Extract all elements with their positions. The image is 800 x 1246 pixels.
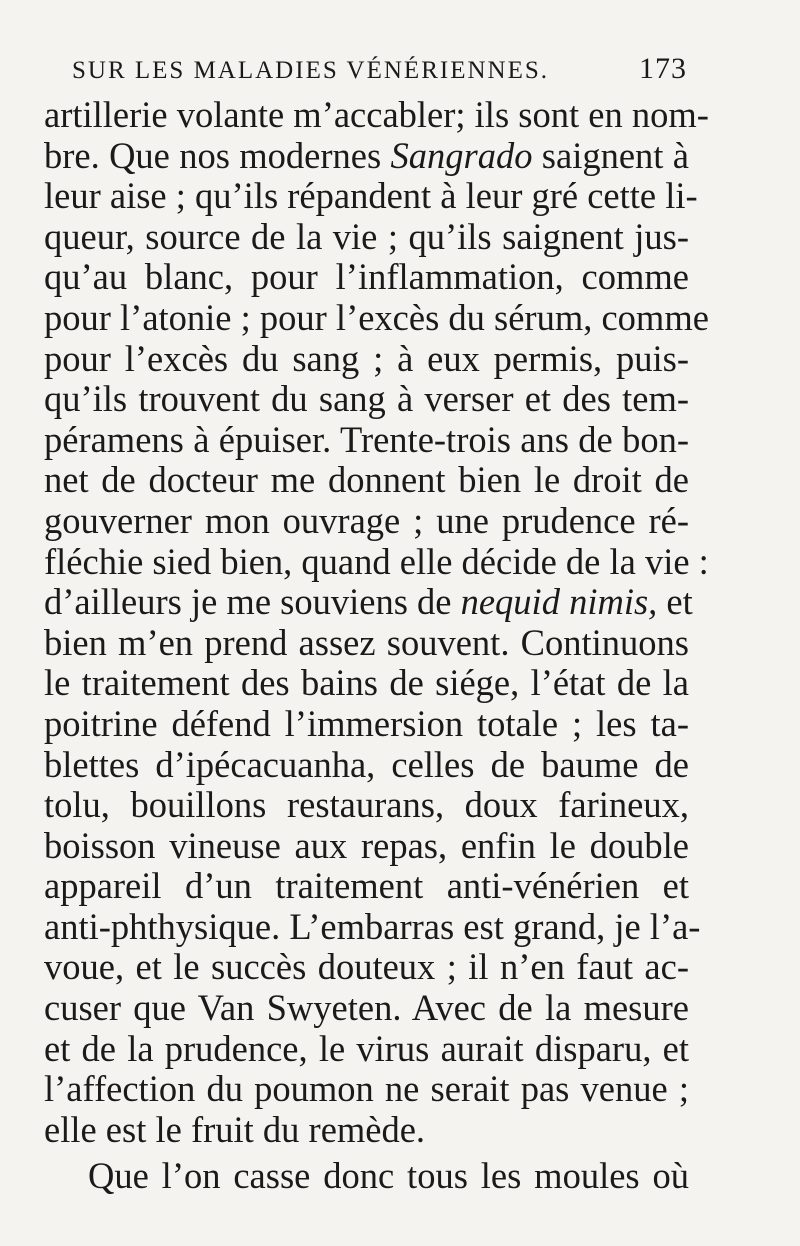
text-line: l’affection du poumon ne serait pas venue ; [44, 1068, 689, 1110]
text-line: cuser que Van Swyeten. Avec de la mesure [44, 987, 689, 1029]
text-line: pour l’excès du sang ; à eux permis, puis- [44, 337, 689, 379]
text-line: Que l’on casse donc tous les moules où [88, 1155, 689, 1197]
body-text [44, 94, 709, 1197]
text-line: bien m’en prend assez souvent. Continuons [44, 621, 689, 663]
text-line: artillerie volante m’accabler; ils sont en nom- [44, 94, 709, 135]
text-line: poitrine défend l’immersion totale ; les ta- [44, 702, 689, 744]
italic-phrase: nequid nimis, [460, 581, 658, 623]
page-number: 173 [639, 52, 687, 85]
text-line: net de docteur me donnent bien le droit de [44, 459, 689, 501]
text-line: boisson vineuse aux repas, enfin le double [44, 824, 689, 866]
text-line: pour l’atonie ; pour l’excès du sérum, comme [44, 296, 709, 338]
text-line: anti-phthysique. L’embarras est grand, je l’a- [44, 905, 701, 947]
text-line: blettes d’ipécacuanha, celles de baume de [44, 743, 689, 785]
text-line: qu’au blanc, pour l’inflammation, comme [44, 256, 689, 298]
text-line: appareil d’un traitement anti-vénérien et [44, 865, 689, 907]
text-line: tolu, bouillons restaurans, doux farineux, [44, 784, 689, 826]
text-line: leur aise ; qu’ils répandent à leur gré cette li- [44, 175, 698, 217]
text-line: le traitement des bains de siége, l’état de la [44, 662, 689, 704]
text-line: d’ailleurs je me souviens de nequid nimis, et [44, 581, 693, 623]
text-line: queur, source de la vie ; qu’ils saignent jus- [44, 215, 689, 257]
text-line: gouverner mon ouvrage ; une prudence ré- [44, 499, 689, 541]
text-line: péramens à épuiser. Trente-trois ans de bon- [44, 418, 689, 460]
text-line: qu’ils trouvent du sang à verser et des tem- [44, 378, 689, 420]
running-title: SUR LES MALADIES VÉNÉRIENNES. [72, 57, 549, 84]
text-line: elle est le fruit du remède. [44, 1108, 426, 1150]
italic-name: Sangrado [390, 134, 533, 176]
text-line: et de la prudence, le virus aurait disparu, et [44, 1027, 689, 1069]
text-line: bre. Que nos modernes Sangrado saignent à [44, 134, 689, 176]
running-header [72, 52, 687, 86]
text-line: fléchie sied bien, quand elle décide de la vie : [44, 540, 709, 582]
text-line: voue, et le succès douteux ; il n’en faut ac- [44, 946, 689, 988]
